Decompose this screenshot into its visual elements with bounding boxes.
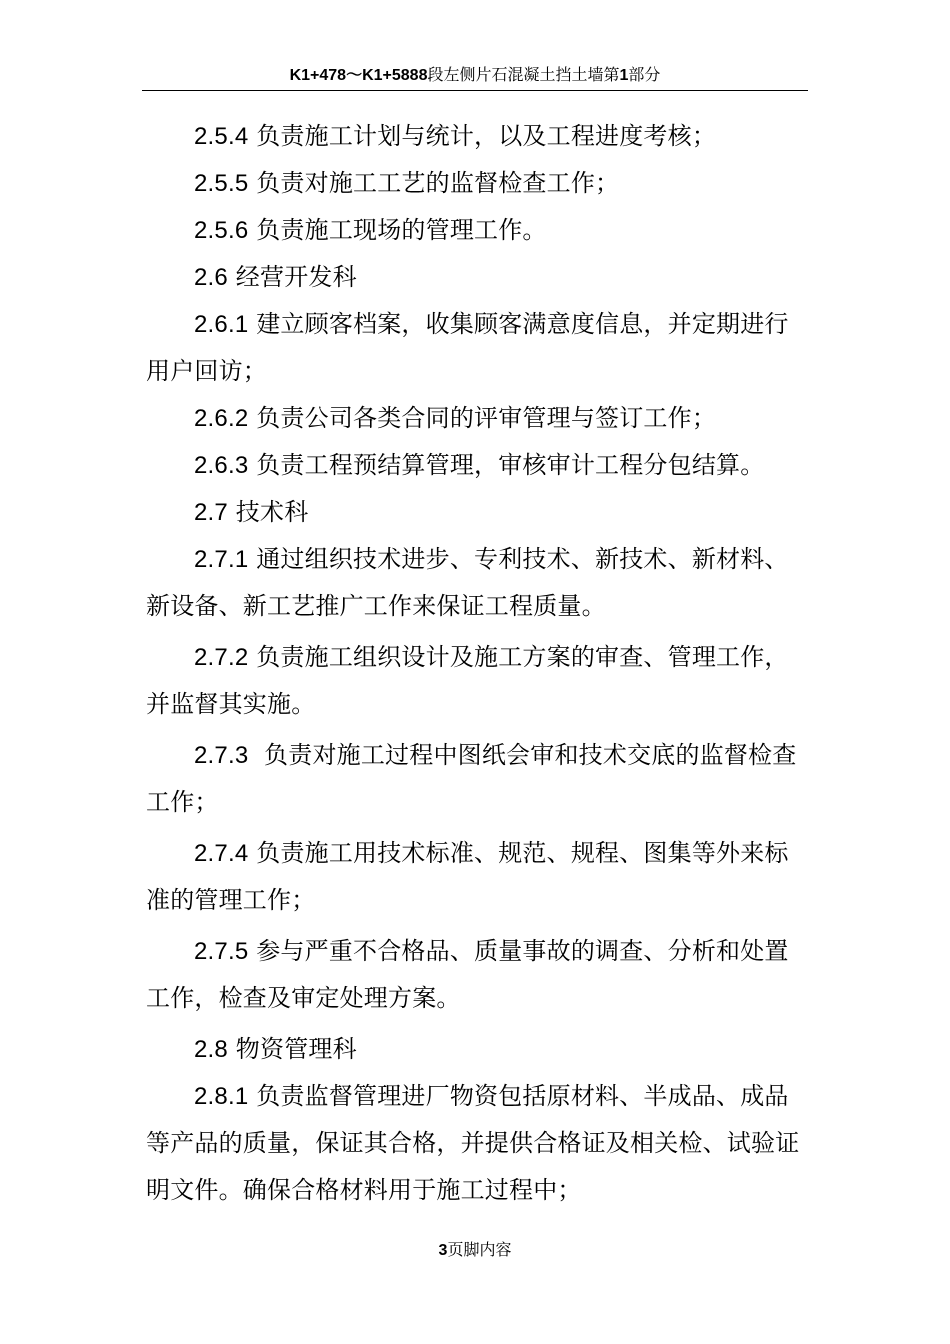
section-number: 2.6	[194, 264, 228, 291]
section-number: 2.6.2	[194, 405, 249, 432]
section-heading: 物资管理科	[227, 1035, 357, 1063]
document-body	[146, 113, 810, 1214]
footer-label: 页脚内容	[447, 1240, 512, 1259]
header-range: K1+478～K1+5888	[289, 67, 428, 84]
paragraph-2-6-2	[146, 395, 810, 442]
paragraph-2-5-6	[146, 207, 810, 254]
section-heading: 技术科	[227, 498, 309, 526]
header-part-number: 1	[619, 67, 629, 84]
paragraph-2-7-4	[146, 830, 810, 924]
paragraph-2-5-5	[146, 160, 810, 207]
section-number: 2.8.1	[194, 1083, 249, 1110]
paragraph-text: 负责施工计划与统计，以及工程进度考核；	[248, 122, 717, 150]
paragraph-text: 负责施工组织设计及施工方案的审查、管理工作，并监督其实施。	[146, 643, 789, 718]
paragraph-2-7-5	[146, 928, 810, 1022]
paragraph-text: 负责公司各类合同的评审管理与签订工作；	[248, 404, 717, 432]
paragraph-2-7-2	[146, 634, 810, 728]
section-number: 2.7.1	[194, 546, 249, 573]
paragraph-text: 通过组织技术进步、专利技术、新技术、新材料、新设备、新工艺推广工作来保证工程质量。	[146, 545, 789, 620]
paragraph-text: 参与严重不合格品、质量事故的调查、分析和处置工作，检查及审定处理方案。	[146, 937, 789, 1012]
heading-2-7	[146, 489, 810, 536]
paragraph-text: 负责施工用技术标准、规范、规程、图集等外来标准的管理工作；	[146, 839, 789, 914]
section-number: 2.7.3	[194, 742, 249, 769]
section-number: 2.5.6	[194, 217, 249, 244]
heading-2-8	[146, 1026, 810, 1073]
section-number: 2.5.4	[194, 123, 249, 150]
footer-page-number: 3	[438, 1242, 448, 1259]
paragraph-2-7-3	[146, 732, 810, 826]
page-header	[142, 62, 808, 91]
paragraph-2-5-4	[146, 113, 810, 160]
section-number: 2.6.3	[194, 452, 249, 479]
section-number: 2.7.2	[194, 644, 249, 671]
section-heading: 经营开发科	[227, 263, 357, 291]
paragraph-2-7-1	[146, 536, 810, 630]
section-number: 2.7.4	[194, 840, 249, 867]
paragraph-2-8-1	[146, 1073, 810, 1214]
header-title: 段左侧片石混凝土挡土墙第	[427, 65, 620, 84]
page-footer	[0, 1238, 950, 1263]
paragraph-text: 负责施工现场的管理工作。	[248, 216, 547, 244]
paragraph-text: 负责监督管理进厂物资包括原材料、半成品、成品等产品的质量，保证其合格，并提供合格证及相关检、试验证明文件。确保合格材料用于施工过程中；	[146, 1082, 800, 1204]
section-number: 2.5.5	[194, 170, 249, 197]
paragraph-text: 建立顾客档案，收集顾客满意度信息，并定期进行用户回访；	[146, 310, 789, 385]
section-number: 2.7	[194, 499, 228, 526]
header-part-suffix: 部分	[628, 65, 661, 84]
section-number: 2.7.5	[194, 938, 249, 965]
paragraph-2-6-3	[146, 442, 810, 489]
section-number: 2.6.1	[194, 311, 249, 338]
paragraph-text: 负责对施工过程中图纸会审和技术交底的监督检查工作；	[146, 741, 797, 816]
paragraph-2-6-1	[146, 301, 810, 395]
section-number: 2.8	[194, 1036, 228, 1063]
paragraph-text: 负责工程预结算管理，审核审计工程分包结算。	[248, 451, 765, 479]
paragraph-text: 负责对施工工艺的监督检查工作；	[248, 169, 620, 197]
heading-2-6	[146, 254, 810, 301]
